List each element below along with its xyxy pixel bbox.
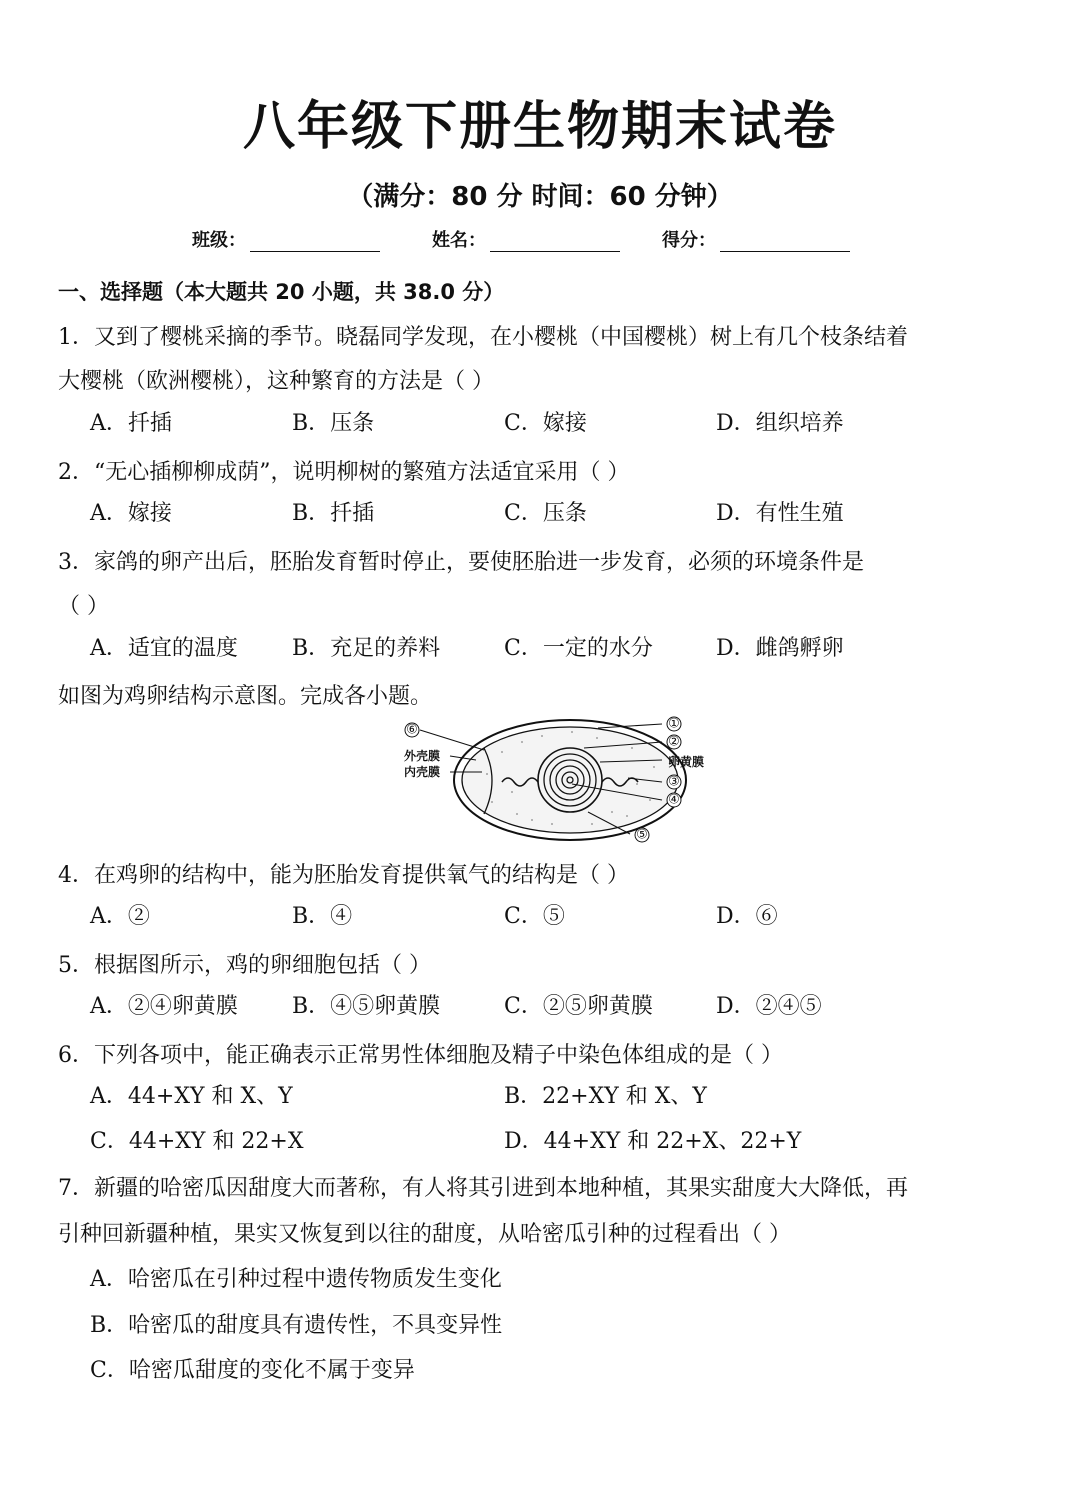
question-7-line-2: 引种回新疆种植，果实又恢复到以往的甜度，从哈密瓜引种的过程看出（ ） [58,1222,791,1247]
exam-subtitle: （满分：80 分 时间：60 分钟） [347,182,733,212]
question-4-line-1: 4．在鸡卵的结构中，能为胚胎发育提供氧气的结构是（ ） [58,863,629,888]
question-7-option-c: C．哈密瓜甜度的变化不属于变异 [90,1358,415,1383]
question-6-option-a: A．44+XY 和 X、Y [90,1084,293,1109]
question-3-option-c: C．一定的水分 [504,636,653,661]
label-6: ⑥ [406,722,418,738]
label-outer-shell-membrane: 外壳膜 [404,749,441,763]
question-1-option-d: D．组织培养 [716,411,844,436]
label-3: ③ [668,774,680,790]
name-blank [490,233,620,252]
exam-title: 八年级下册生物期末试卷 [242,97,837,157]
question-2-option-b: B．扦插 [292,501,375,526]
question-4-option-d: D．⑥ [716,904,778,929]
label-inner-shell-membrane: 内壳膜 [404,765,441,779]
question-3-option-d: D．雌鸽孵卵 [716,636,844,661]
question-6-line-1: 6．下列各项中，能正确表示正常男性体细胞及精子中染色体组成的是（ ） [58,1043,783,1068]
label-5: ⑤ [636,827,648,843]
question-1-option-a: A．扦插 [90,411,172,436]
section-title: 一、选择题（本大题共 20 小题，共 38.0 分） [58,280,505,304]
question-6-option-c: C．44+XY 和 22+X [90,1129,304,1154]
question-4-option-c: C．⑤ [504,904,565,929]
label-2: ② [668,734,680,750]
label-yolk-membrane: 卵黄膜 [668,755,705,769]
eggshell [454,720,686,840]
question-5-option-b: B．④⑤卵黄膜 [292,994,441,1019]
score-field [662,226,850,252]
question-1-option-c: C．嫁接 [504,411,587,436]
question-3-option-b: B．充足的养料 [292,636,441,661]
question-2-option-d: D．有性生殖 [716,501,844,526]
question-5-option-c: C．②⑤卵黄膜 [504,994,653,1019]
question-1-line-2: 大樱桃（欧洲樱桃），这种繁育的方法是（ ） [58,369,494,394]
question-2-line-1: 2．“无心插柳柳成荫”，说明柳树的繁殖方法适宜采用（ ） [58,460,630,485]
question-5-line-1: 5．根据图所示，鸡的卵细胞包括（ ） [58,953,431,978]
question-4-option-a: A．② [90,904,150,929]
label-1: ① [668,716,680,732]
score-label: 得分： [662,230,716,251]
question-1-line-1: 1．又到了樱桃采摘的季节。晓磊同学发现，在小樱桃（中国樱桃）树上有几个枝条结着 [58,325,908,350]
question-7-line-1: 7．新疆的哈密瓜因甜度大而著称，有人将其引进到本地种植，其果实甜度大大降低，再 [58,1176,908,1201]
question-6-option-d: D．44+XY 和 22+X、22+Y [504,1129,802,1154]
question-7-option-a: A．哈密瓜在引种过程中遗传物质发生变化 [90,1267,502,1292]
label-4: ④ [668,792,680,808]
question-2-option-c: C．压条 [504,501,587,526]
question-3-line-2: （ ） [58,594,109,619]
class-blank [250,233,380,252]
question-1-option-b: B．压条 [292,411,375,436]
question-6-option-b: B．22+XY 和 X、Y [504,1084,707,1109]
score-blank [720,233,850,252]
class-field [192,226,380,252]
question-3-option-a: A．适宜的温度 [90,636,238,661]
question-3-line-1: 3．家鸽的卵产出后，胚胎发育暂时停止，要使胚胎进一步发育，必须的环境条件是 [58,550,864,575]
question-4-option-b: B．④ [292,904,353,929]
question-5-option-d: D．②④⑤ [716,994,822,1019]
name-label: 姓名： [432,230,486,251]
egg-structure-diagram [392,712,722,850]
diagram-intro: 如图为鸡卵结构示意图。完成各小题。 [58,684,433,709]
question-7-option-b: B．哈密瓜的甜度具有遗传性，不具变异性 [90,1313,503,1338]
class-label: 班级： [192,230,246,251]
name-field [432,226,620,252]
question-2-option-a: A．嫁接 [90,501,172,526]
question-5-option-a: A．②④卵黄膜 [90,994,238,1019]
